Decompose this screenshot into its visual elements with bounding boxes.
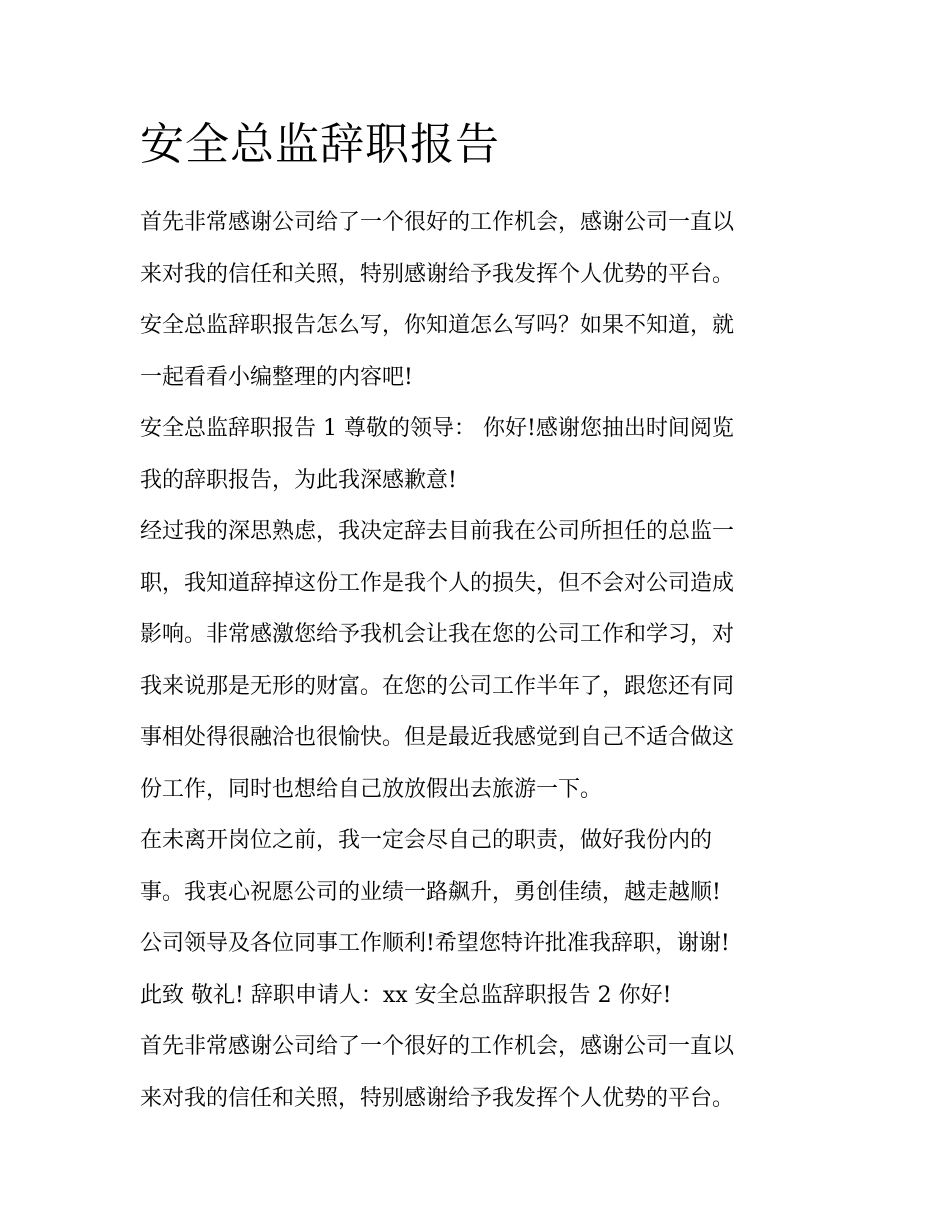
text-line: 我来说那是无形的财富。在您的公司工作半年了，跟您还有同 xyxy=(140,673,735,699)
paragraph xyxy=(140,197,820,300)
text-line: 一起看看小编整理的内容吧! xyxy=(140,364,413,390)
text-line: 事。我衷心祝愿公司的业绩一路飙升，勇创佳绩，越走越顺! xyxy=(140,879,721,905)
paragraph xyxy=(140,506,820,815)
text-line: 安全总监辞职报告 1 尊敬的领导： 你好!感谢您抽出时间阅览 xyxy=(140,416,734,441)
text-line: 在未离开岗位之前，我一定会尽自己的职责，做好我份内的 xyxy=(140,828,713,853)
text-line: 首先非常感谢公司给了一个很好的工作机会，感谢公司一直以 xyxy=(140,1034,735,1059)
text-line: 来对我的信任和关照，特别感谢给予我发挥个人优势的平台。 xyxy=(140,261,735,287)
text-line: 来对我的信任和关照，特别感谢给予我发挥个人优势的平台。 xyxy=(140,1085,735,1111)
text-line: 事相处得很融洽也很愉快。但是最近我感觉到自己不适合做这 xyxy=(140,725,735,750)
document-title: 安全总监辞职报告 xyxy=(140,119,500,170)
text-line: 经过我的深思熟虑，我决定辞去目前我在公司所担任的总监一 xyxy=(140,519,735,544)
paragraph xyxy=(140,1021,820,1124)
text-line: 此致 敬礼! 辞职申请人：xx 安全总监辞职报告 2 你好! xyxy=(140,982,672,1008)
text-line: 我的辞职报告，为此我深感歉意! xyxy=(140,467,457,493)
text-line: 影响。非常感激您给予我机会让我在您的公司工作和学习，对 xyxy=(140,622,735,647)
text-line: 公司领导及各位同事工作顺利!希望您特许批准我辞职，谢谢! xyxy=(140,931,730,956)
text-line: 安全总监辞职报告怎么写，你知道怎么写吗？如果不知道，就 xyxy=(140,313,735,338)
text-line: 职，我知道辞掉这份工作是我个人的损失，但不会对公司造成 xyxy=(140,570,735,596)
paragraph xyxy=(140,815,820,1021)
paragraph xyxy=(140,403,820,506)
paragraph xyxy=(140,300,820,403)
text-line: 首先非常感谢公司给了一个很好的工作机会，感谢公司一直以 xyxy=(140,210,735,235)
document-content xyxy=(140,113,820,1124)
text-line: 份工作，同时也想给自己放放假出去旅游一下。 xyxy=(140,776,603,802)
